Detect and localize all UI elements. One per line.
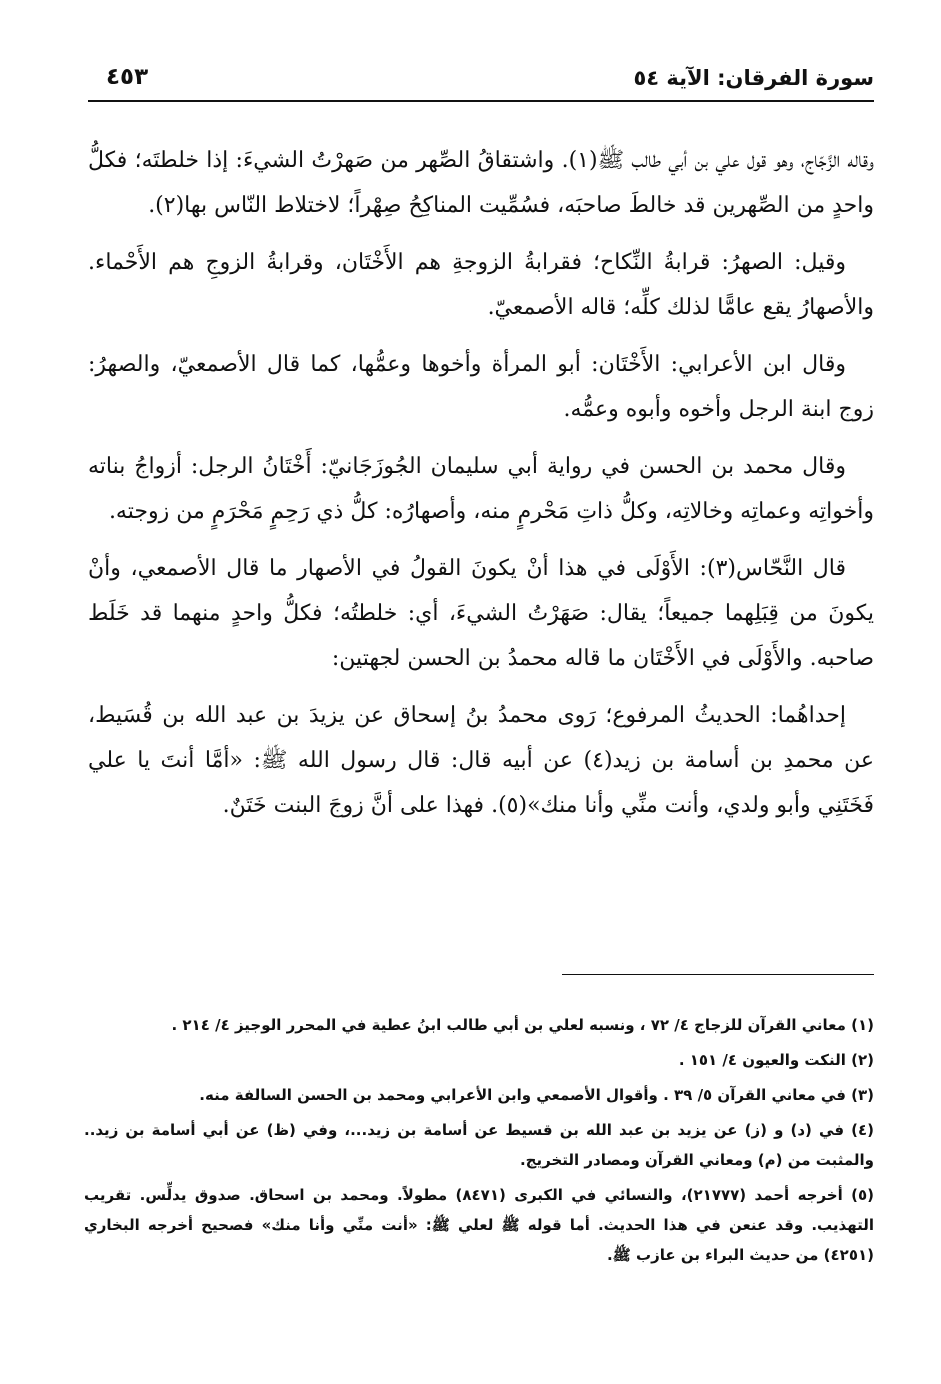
page-number: ٤٥٣: [106, 64, 149, 90]
paragraph: وقاله الزَّجّاج، وهو قول علي بن أبي طالب ﷺ(١). واشتقاقُ الصِّهر من صَهرْتُ الشيءَ: إذا خلطتَه؛ فكلُّ واحدٍ من الصِّهرين قد خالطَ صاحبَه، فسُمِّيت المناكِحُ صِهْراً؛ لاختلاط النّاس بها(٢).: [88, 148, 874, 218]
running-header: [88, 62, 874, 102]
footnote: (٣) في معاني القرآن ٥/ ٣٩ . وأقوال الأصمعي وابن الأعرابي ومحمد بن الحسن السالفة منه.: [199, 1086, 874, 1104]
paragraph: قال النَّحّاس(٣): الأَوْلَى في هذا أنْ يكونَ القولُ في الأصهار ما قال الأصمعي، وأنْ يكونَ من قِبَلِهما جميعاً؛ يقال: صَهَرْتُ الشيءَ، أي: خلطتُه؛ فكلُّ واحدٍ منهما قد خَلَط صاحبه. والأَوْلَى في الأَخْتَان ما قاله محمدُ بن الحسن لجهتين:: [88, 556, 874, 671]
paragraph: وقيل: الصهرُ: قرابةُ النِّكاح؛ فقرابةُ الزوجةِ هم الأَخْتَان، وقرابةُ الزوجِ هم الأَحْماء. والأصهارُ يقع عامًّا لذلك كلِّه؛ قاله الأصمعيّ.: [88, 250, 874, 320]
footnote: (٥) أخرجه أحمد (٢١٧٧٧)، والنسائي في الكبرى (٨٤٧١) مطولاً. ومحمد بن اسحاق. صدوق يدلِّس. تقريب التهذيب. وقد عنعن في هذا الحديث. أما قوله ﷺ لعلي ﷺ: «أنت منِّي وأنا منك» فصحيح أخرجه البخاري (٤٢٥١) من حديث البراء بن عازب ﷺ.: [84, 1186, 875, 1264]
footnote: (٢) النكت والعيون ٤/ ١٥١ .: [678, 1051, 874, 1069]
footnote: (٤) في (د) و (ز) عن يزيد بن عبد الله بن قسيط عن أسامة بن زيد...، وفي (ظ) عن أبي أسامة بن زيد.. والمثبت من (م) ومعاني القرآن ومصادر التخريج.: [84, 1121, 874, 1169]
footnotes: [84, 1010, 874, 1275]
main-text: [88, 138, 874, 840]
paragraph: وقال ابن الأعرابي: الأَخْتَان: أبو المرأة وأخوها وعمُّها، كما قال الأصمعيّ، والصهرُ: زوج ابنة الرجل وأخوه وأبوه وعمُّه.: [88, 352, 874, 422]
footnote: (١) معاني القرآن للزجاج ٤/ ٧٢ ، ونسبه لعلي بن أبي طالب ابنُ عطية في المحرر الوجيز ٤/ ٢١٤ .: [171, 1016, 874, 1034]
paragraph: إحداهُما: الحديثُ المرفوع؛ رَوى محمدُ بنُ إسحاق عن يزيدَ بن عبد الله بن قُسَيط، عن محمدِ بن أسامة بن زيد(٤) عن أبيه قال: قال رسول الله ﷺ: «أمَّا أنتَ يا علي فَخَتَنِي وأبو ولدي، وأنت منِّي وأنا منك»(٥). فهذا على أنَّ زوجَ البنت خَتَنٌ.: [88, 703, 874, 818]
paragraph: وقال محمد بن الحسن في رواية أبي سليمان الجُوزَجَانيّ: أَخْتَانُ الرجل: أزواجُ بناته وأخواتِه وعماتِه وخالاتِه، وكلُّ ذاتِ مَحْرمٍ منه، وأصهارُه: كلُّ ذي رَحِمٍ مَحْرَمٍ من زوجته.: [88, 454, 874, 524]
header-title: سورة الفرقان: الآية ٥٤: [633, 66, 874, 90]
footnote-divider: [562, 974, 874, 975]
